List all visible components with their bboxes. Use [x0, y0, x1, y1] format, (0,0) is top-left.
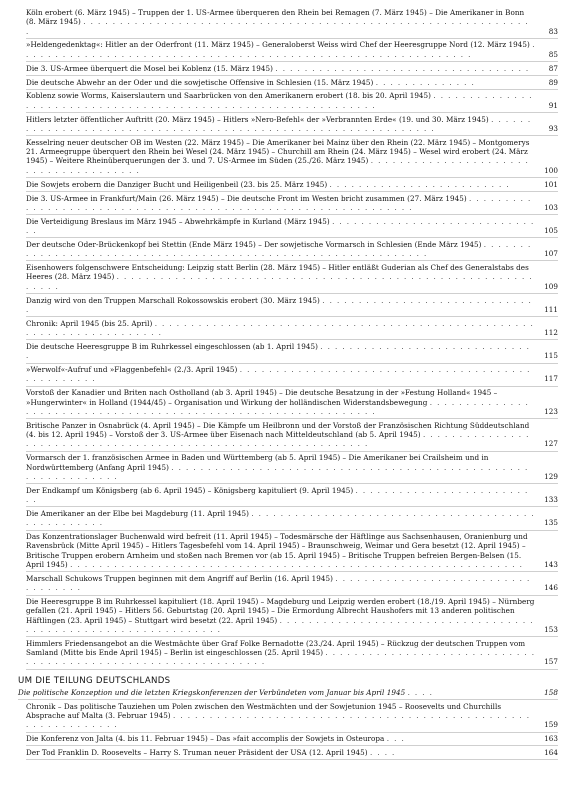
- toc-entry-title: Eisenhowers folgenschwere Entscheidung: Leipzig statt Berlin (28. März 1945) – Hitler entläßt Guderian als Chef des Generalstabs des Heeres (28. März 1945): [26, 263, 529, 282]
- toc-entry-title: Die 3. US-Armee überquert die Mosel bei Koblenz (15. März 1945): [26, 63, 274, 73]
- leader-dots: . . . . . . . . . . . . . . . . . . . . . . . . . . . . . .: [26, 341, 531, 361]
- toc-entry-page: 93: [548, 123, 558, 133]
- section-heading: UM DIE TEILUNG DEUTSCHLANDS: [18, 675, 171, 686]
- leader-dots: . . . . . . . . . . . . . . . . . . . . . . . . . . . . . . . . . . . . . . . . . . . . . . . . . . . . . . . . . . . . . .: [70, 560, 524, 570]
- toc-entry-page: 105: [544, 225, 558, 235]
- toc-entry[interactable]: [26, 509, 558, 531]
- toc-entry-title: Die Verteidigung Breslaus im März 1945 – Abwehrkämpfe in Kurland (März 1945): [26, 216, 330, 226]
- leader-dots: . . . . . . . . . . . . . . . . . . . . . . . . .: [329, 179, 511, 189]
- toc-entry[interactable]: [26, 138, 558, 178]
- leader-dots: . . . . . . . . . . . . . . . . . . . . . . . . . . . . . . . . . . . . . . . . . . . . . . . . . . . . . . . . . . . . . .: [26, 193, 532, 212]
- toc-entry-title: Der Endkampf um Königsberg (ab 6. April 1945) – Königsberg kapituliert (9. April 1945): [26, 485, 354, 495]
- toc-entry[interactable]: [26, 748, 558, 760]
- toc-entry-page: 87: [548, 63, 558, 73]
- toc-entry[interactable]: [26, 296, 558, 318]
- leader-dots: . . .: [386, 734, 406, 744]
- toc-entry-page: 91: [548, 100, 558, 110]
- toc-entry-title: Die Sowjets erobern die Danziger Bucht und Heiligenbeil (23. bis 25. März 1945): [26, 179, 328, 189]
- toc-entry[interactable]: [26, 115, 558, 137]
- toc-entry-page: 133: [544, 495, 558, 505]
- toc-entry-page: 83: [548, 26, 558, 36]
- toc-entry[interactable]: [26, 639, 558, 670]
- toc-entry-title: Kesselring neuer deutscher OB im Westen (22. März 1945) – Die Amerikaner bei Mainz über den Rhein (22. März 1945) – Montgomerys 21. Armeegruppe überquert den Rhein bei Wesel (24. März 1945) – Churchill am Rhein (24. März 1945) – Wesel wird erobert (24. März 1945) – Weitere Rheinüberquerungen der 3. und 7. US-Armee im Süden (25./26. März 1945): [26, 137, 530, 166]
- toc-entry-page: 159: [544, 720, 558, 730]
- leader-dots: . . . . . . . . . . . . . . . . . . . . . . . . . . . . . . . . . . . . . . . . . . . . . . . . . . . . . . . . . . . . . .: [26, 17, 530, 36]
- leader-dots: . . . . . . . . . . . . . . . . . . . . . . . . . . . . . . . . . . . . . . . . . . . . . . . . . . . . . . . . . . . . . .: [26, 615, 534, 634]
- toc-entry-title: Koblenz sowie Worms, Kaiserslautern und Saarbrücken von den Amerikanern erobert (18. bis 20. April 1945): [26, 91, 432, 101]
- toc-entry-title: Hitlers letzter öffentlicher Auftritt (20. März 1945) – Hitlers »Nero-Befehl« der »Verbrannten Erde« (19. und 30. März 1945): [26, 114, 489, 124]
- toc-entry[interactable]: [26, 388, 558, 419]
- toc-entry-page: 146: [544, 583, 558, 593]
- leader-dots: . . . . . . . . . . . . . . . . . . . . . . . . . . . . . . . . . . . . . . . . . . . . . . . . . . . . . . . . . . . . . .: [26, 272, 534, 291]
- toc-entry-page: 129: [544, 471, 558, 481]
- toc-entry[interactable]: [26, 453, 558, 484]
- leader-dots: . . . . . . . . . . . . . . . . . . . . . . . . . . . . . . . . . . . . . . . . . . . . . . . . . . . . . . . . . . . . . .: [26, 397, 530, 416]
- toc-entry-title: Chronik – Das politische Tauziehen um Polen zwischen den Westmächten und der Sowjetunion 1945 – Roosevelts und Churchills Absprache auf Malta (3. Februar 1945): [26, 701, 502, 720]
- toc-entry-page: 143: [544, 560, 558, 570]
- toc-entry[interactable]: [26, 342, 558, 364]
- leader-dots: . . . . . . . . . . . . . . . . . . . . . . . . . . . . . . . . . . .: [275, 63, 530, 73]
- toc-entry-page: 109: [544, 281, 558, 291]
- toc-entry[interactable]: [26, 532, 558, 572]
- leader-dots: . . . . . . . . . . . . . . . . . . . . . . . . . . . . . . . . . . . . . . . . . . . . . . . . . . . . . . . . . . . . . .: [26, 430, 530, 449]
- toc-entry[interactable]: [26, 194, 558, 216]
- toc-entry[interactable]: [26, 263, 558, 294]
- toc-entry-page: 164: [544, 748, 558, 758]
- toc-entry[interactable]: [26, 78, 558, 90]
- toc-entry[interactable]: [26, 421, 558, 452]
- leader-dots: . . . . . . . . . . . . . . . . . . . . . . . . . . . . . .: [26, 216, 535, 235]
- leader-dots: . . . . . . . . . . . . . . . . . . . . . . . . . . . . . .: [26, 295, 533, 314]
- toc-entry-page: 100: [544, 165, 558, 175]
- toc-entry[interactable]: [26, 486, 558, 508]
- toc-entry-page: 112: [544, 328, 558, 338]
- toc-entry[interactable]: [26, 574, 558, 596]
- toc-entry[interactable]: [26, 365, 558, 387]
- toc-entry-page: 135: [544, 518, 558, 528]
- toc-entry-page: 115: [544, 351, 558, 361]
- leader-dots: . . . . . . . . . . . . . . . . . . . . . . . . . . . . . . . . . . . . . . . . . . . . . . . . . .: [26, 508, 536, 528]
- toc-entry-title: Marschall Schukows Truppen beginnen mit dem Angriff auf Berlin (16. April 1945): [26, 573, 334, 583]
- toc-entry-title: Das Konzentrationslager Buchenwald wird befreit (11. April 1945) – Todesmärsche der Häftlinge aus Sachsenhausen, Oranienburg und Ravensbrück (Mitte April 1945) – Hitlers Tagesbefehl vom 14. April 1945) – Braunschweig, Weimar und Gera besetzt (12. April 1945) – Britische Truppen erobern Arnheim und stoßen nach Bremen vor (ab 15. April 1945) – Britische Truppen befreien Bergen-Belsen (15. April 1945): [26, 532, 528, 570]
- subheading-title: Die politische Konzeption und die letzten Kriegskonferenzen der Verbündeten vom Januar bis April 1945: [18, 687, 406, 697]
- toc-entry-page: 117: [544, 374, 558, 384]
- toc-entry-title: Chronik: April 1945 (bis 25. April): [26, 318, 153, 328]
- toc-entry[interactable]: [26, 319, 558, 341]
- leader-dots: . . . . . . . . . . . . . . . . . . . . . . . . . . . . . . . . . . . . . . . . . . . . . . . . . . . . . . . . . . . . . .: [26, 91, 533, 110]
- leader-dots: . . . .: [407, 687, 434, 697]
- toc-entry-title: Danzig wird von den Truppen Marschall Rokossowskis erobert (30. März 1945): [26, 295, 320, 305]
- toc-entries: [18, 8, 558, 760]
- toc-entry-title: Die deutsche Abwehr an der Oder und die sowjetische Offensive in Schlesien (15. März 1945): [26, 77, 374, 87]
- toc-entry[interactable]: [26, 64, 558, 76]
- toc-entry-page: 123: [544, 406, 558, 416]
- toc-entry-title: »Heldengedenktag«: Hitler an der Oderfront (11. März 1945) – Generaloberst Weiss wird Chef der Heeresgruppe Nord (12. März 1945): [26, 40, 530, 50]
- toc-entry-title: Vormarsch der 1. französischen Armee in Baden und Württemberg (ab 5. April 1945) – Die Amerikaner bei Crailsheim und in Nordwürttemberg (Anfang April 1945): [26, 453, 489, 472]
- toc-entry[interactable]: [26, 8, 558, 39]
- toc-entry-page: 163: [544, 734, 558, 744]
- toc-entry-title: Der Tod Franklin D. Roosevelts – Harry S. Truman neuer Präsident der USA (12. April 1945): [26, 748, 368, 758]
- toc-entry-page: 127: [544, 439, 558, 449]
- toc-entry[interactable]: [26, 240, 558, 262]
- toc-entry-page: 101: [544, 179, 558, 189]
- toc-entry[interactable]: [26, 91, 558, 113]
- toc-entry-page: 153: [544, 624, 558, 634]
- leader-dots: . . . .: [369, 748, 396, 758]
- leader-dots: . . . . . . . . . . . . . . . . . . . . . . . . . .: [26, 485, 529, 505]
- toc-entry-title: Die 3. US-Armee in Frankfurt/Main (26. März 1945) – Die deutsche Front im Westen bricht zusammen (27. März 1945): [26, 193, 467, 203]
- subheading-page: 158: [544, 687, 558, 697]
- toc-entry-title: Die Amerikaner an der Elbe bei Magdeburg (11. April 1945): [26, 508, 249, 518]
- toc-entry-title: Köln erobert (6. März 1945) – Truppen der 1. US-Armee überqueren den Rhein bei Remagen (7. März 1945) – Die Amerikaner in Bonn (8. März 1945): [26, 8, 525, 27]
- leader-dots: . . . . . . . . . . . . . . . . . . . . . . . . . . . . . . . . . . . . . . . . . . . . . . . . . . . . . . . . . . . . . .: [26, 114, 532, 133]
- leader-dots: . . . . . . . . . . . . . . . . . . . . . . . . . . . . . . . . . . . . . . . . . . . . . . . . . .: [26, 365, 531, 384]
- toc-entry[interactable]: [26, 734, 558, 746]
- toc-entry-title: Der deutsche Oder-Brückenkopf bei Stettin (Ende März 1945) – Der sowjetische Vormarsch in Schlesien (Ende März 1945): [26, 239, 482, 249]
- toc-entry-page: 85: [548, 49, 558, 59]
- toc-entry[interactable]: [26, 180, 558, 192]
- toc-entry-page: 111: [544, 304, 558, 314]
- toc-entry-page: 157: [544, 657, 558, 667]
- toc-entry-page: 107: [544, 249, 558, 259]
- leader-dots: . . . . . . . . . . . . . . . . . . . . . . . . . . . . . . . . . . . . . .: [26, 156, 530, 175]
- toc-entry[interactable]: [26, 40, 558, 62]
- toc-entry-title: Die Heeresgruppe B im Ruhrkessel kapituliert (18. April 1945) – Magdeburg und Leipzig werden erobert (18./19. April 1945) – Nürnberg gefallen (21. April 1945) – Hitlers 56. Geburtstag (20. April 1945) – Die Ermordung Albrecht Haushofers mit 13 anderen politischen Häftlingen (23. April 1945) – Stuttgart wird besetzt (22. April 1945): [26, 597, 535, 625]
- toc-entry[interactable]: [26, 597, 558, 637]
- toc-entry-page: 103: [544, 202, 558, 212]
- toc-entry[interactable]: [26, 702, 558, 733]
- leader-dots: . . . . . . . . . . . . . .: [375, 77, 476, 87]
- toc-entry-title: Vorstoß der Kanadier und Briten nach Ostholland (ab 3. April 1945) – Die deutsche Besatzung in der »Festung Holland« 1945 – »Hungerwinter« in Holland (1944/45) – Organisation und Wirkung der holländischen Widerstandsbewegung: [26, 388, 498, 407]
- leader-dots: . . . . . . . . . . . . . . . . . . . . . . . . . . . . . . . . . . . . . . . . . . . . . . . . . . . . . . . . . . . . . . . . . . . . . . .: [26, 318, 535, 338]
- leader-dots: . . . . . . . . . . . . . . . . . . . . . . . . . . . . . . . . . . . . . . . . . . . . . . . . . . . . . . . . . . . . . .: [26, 239, 532, 259]
- leader-dots: . . . . . . . . . . . . . . . . . . . . . . . . . . . . . . . . . . . . . . . . . . . . . . . . . . . . . . . . . . . . . .: [26, 462, 529, 481]
- toc-entry-title: Die Konferenz von Jalta (4. bis 11. Februar 1945) – Das »fait accomplis der Sowjets in Osteuropa: [26, 734, 385, 744]
- toc-entry-title: Britische Panzer in Osnabrück (4. April 1945) – Die Kämpfe um Heilbronn und der Vorstoß der Französischen Richtung Süddeutschland (4. bis 12. April 1945) – Vorstoß der 3. US-Armee über Eisenach nach Mitteldeutschland (ab 5. April 1945): [26, 420, 530, 440]
- leader-dots: . . . . . . . . . . . . . . . . . . . . . . . . . . . . . . . . . . . . . . . . . . . . . . . . . . . . . . . . . . . . . .: [26, 648, 536, 667]
- toc-entry-page: 89: [548, 77, 558, 87]
- toc-entry-title: Die deutsche Heeresgruppe B im Ruhrkessel eingeschlossen (ab 1. April 1945): [26, 341, 318, 351]
- leader-dots: . . . . . . . . . . . . . . . . . . . . . . . . . . . . . . . . . . . . . . . . . . . . . . . . . . . . . . . . . . . . . .: [26, 710, 531, 730]
- toc-entry-title: Himmlers Friedensangebot an die Westmächte über Graf Folke Bernadotte (23./24. April 1945) – Rückzug der deutschen Truppen vom Samland (Mitte bis Ende April 1945) – Berlin ist eingeschlossen (25. April 1945): [26, 638, 526, 658]
- toc-entry-title: »Werwolf«-Aufruf und »Flaggenbefehl« (2./3. April 1945): [26, 365, 238, 375]
- leader-dots: . . . . . . . . . . . . . . . . . . . . . . . . . . . . . . . . . . .: [26, 573, 531, 593]
- toc-entry[interactable]: [26, 217, 558, 239]
- section-subheading[interactable]: [18, 688, 558, 700]
- leader-dots: . . . . . . . . . . . . . . . . . . . . . . . . . . . . . . . . . . . . . . . . . . . . . . . . . . . . . . . . . . . . . .: [26, 40, 536, 59]
